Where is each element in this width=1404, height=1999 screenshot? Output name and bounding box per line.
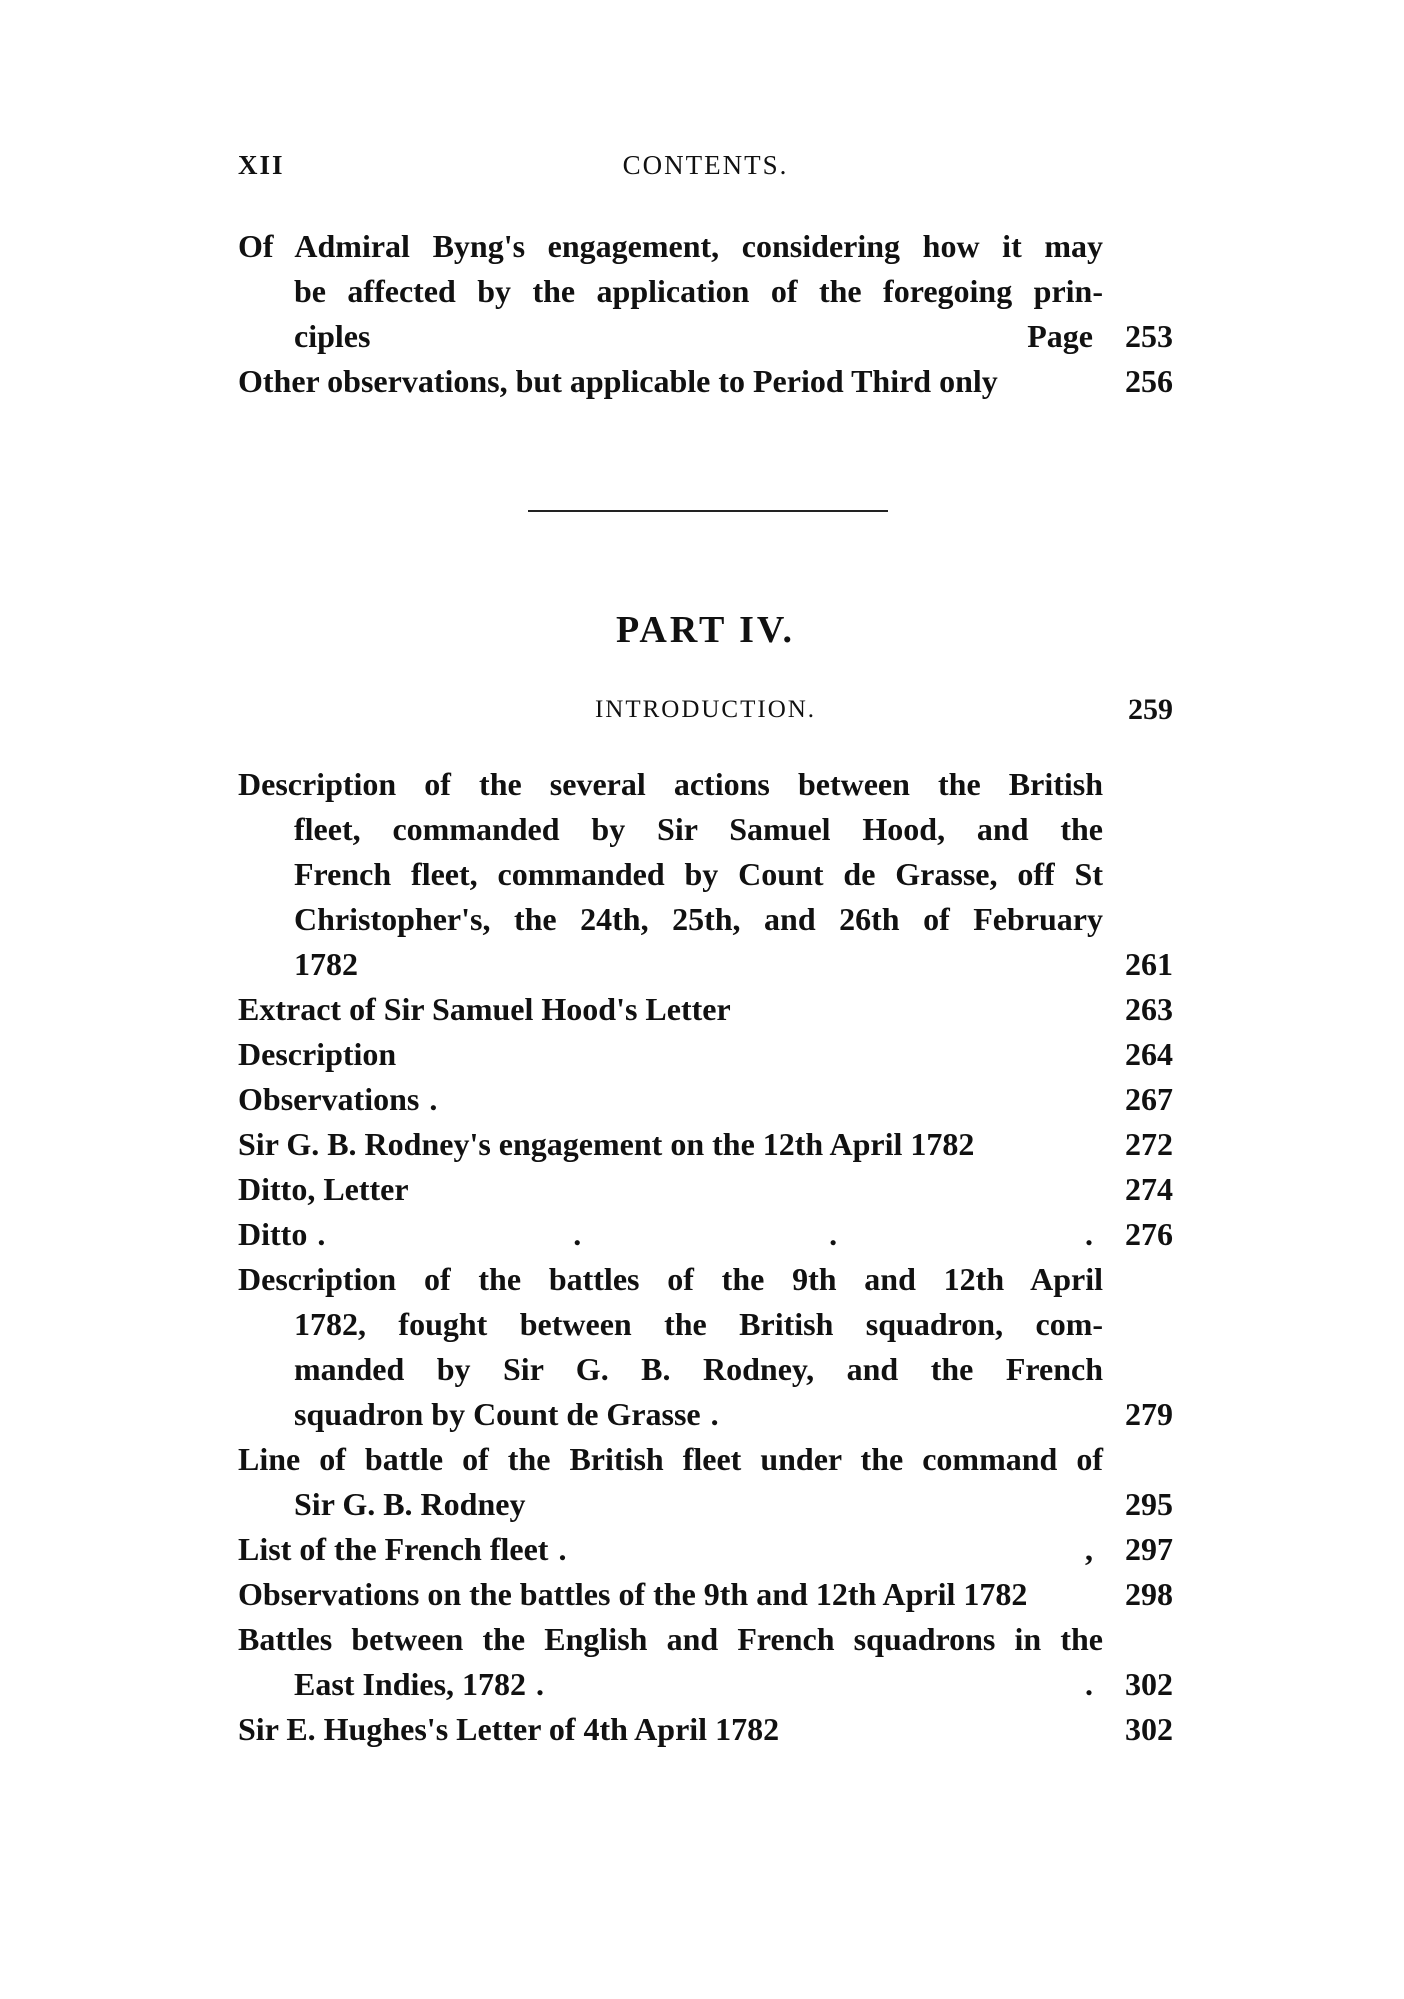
- toc-entry-line: [238, 224, 1173, 269]
- introduction-page: 259: [1128, 693, 1173, 726]
- toc-entry-line: [238, 1707, 1173, 1752]
- toc-entry: [238, 1167, 1173, 1212]
- page-number-ref: 279: [1125, 1396, 1173, 1432]
- page-number-ref: 295: [1125, 1486, 1173, 1522]
- toc-entry: [238, 359, 1173, 404]
- toc-entry-text: French fleet, commanded by Count de Grasse, off St: [294, 856, 1103, 892]
- page-number-ref: 263: [1125, 991, 1173, 1027]
- toc-entry-line: [238, 1662, 1173, 1707]
- page-number-ref: 256: [1125, 363, 1173, 399]
- toc-entry-line: [238, 807, 1173, 852]
- dot-leader: [526, 1662, 1103, 1707]
- dot-leader: [701, 1392, 1103, 1437]
- toc-entry-text: Extract of Sir Samuel Hood's Letter: [238, 991, 731, 1027]
- toc-entry-line: [238, 1077, 1173, 1122]
- toc-entry-text: Description: [238, 1036, 397, 1072]
- toc-entry: [238, 1617, 1173, 1707]
- toc-entry-text: ciples: [294, 318, 371, 354]
- page-number-ref: 276: [1125, 1216, 1173, 1252]
- toc-entry-line: [238, 762, 1173, 807]
- toc-entry-text: Ditto, Letter: [238, 1171, 409, 1207]
- page-number-ref: 272: [1125, 1126, 1173, 1162]
- contents-list-part-three: [238, 224, 1173, 404]
- toc-entry-line: [238, 1617, 1173, 1662]
- toc-entry-text: List of the French fleet: [238, 1531, 549, 1567]
- toc-entry-text: Sir E. Hughes's Letter of 4th April 1782: [238, 1711, 780, 1747]
- toc-entry: [238, 1077, 1173, 1122]
- toc-entry-line: [238, 1302, 1173, 1347]
- toc-entry-text: be affected by the application of the foregoing prin-: [294, 273, 1103, 309]
- toc-entry-line: [238, 897, 1173, 942]
- toc-entry-line: [238, 1212, 1173, 1257]
- page-number-ref: 297: [1125, 1531, 1173, 1567]
- toc-entry: [238, 1707, 1173, 1752]
- dot-leader: [548, 1527, 1103, 1572]
- toc-entry: [238, 224, 1173, 359]
- toc-entry-line: [238, 1257, 1173, 1302]
- toc-entry-line: [238, 1572, 1173, 1617]
- toc-entry: [238, 762, 1173, 987]
- toc-entry: [238, 987, 1173, 1032]
- toc-entry-text: Christopher's, the 24th, 25th, and 26th of February: [294, 901, 1103, 937]
- running-title: CONTENTS.: [622, 150, 789, 180]
- page-number: XII: [238, 150, 285, 180]
- toc-entry-text: Of Admiral Byng's engagement, considering how it may: [238, 228, 1103, 264]
- page-number-ref: 253: [1125, 318, 1173, 354]
- toc-entry-text: Sir G. B. Rodney's engagement on the 12th April 1782: [238, 1126, 975, 1162]
- toc-entry-text: Description of the battles of the 9th and 12th April: [238, 1261, 1103, 1297]
- toc-entry: [238, 1527, 1173, 1572]
- toc-entry-line: [238, 1122, 1173, 1167]
- toc-entry-line: [238, 1437, 1173, 1482]
- toc-entry-line: [238, 314, 1173, 359]
- toc-entry-text: Description of the several actions between the British: [238, 766, 1103, 802]
- toc-entry-line: [238, 1482, 1173, 1527]
- toc-entry-line: [238, 359, 1173, 404]
- page-number-ref: 264: [1125, 1036, 1173, 1072]
- toc-entry-line: [238, 987, 1173, 1032]
- toc-entry-text: 1782: [294, 946, 358, 982]
- toc-entry-line: [238, 1392, 1173, 1437]
- toc-entry-text: manded by Sir G. B. Rodney, and the French: [294, 1351, 1103, 1387]
- page-number-ref: 298: [1125, 1576, 1173, 1612]
- section-divider: [528, 510, 888, 512]
- toc-entry-line: [238, 1032, 1173, 1077]
- dot-leader: [307, 1212, 1103, 1257]
- toc-entry-text: 1782, fought between the British squadron, com-: [294, 1306, 1103, 1342]
- page-header: [238, 150, 1173, 190]
- toc-entry-text: Ditto: [238, 1216, 308, 1252]
- toc-entry: [238, 1212, 1173, 1257]
- dot-leader-text: .: [429, 1081, 438, 1117]
- toc-entry-text: Battles between the English and French squadrons in the: [238, 1621, 1103, 1657]
- toc-entry-line: [238, 1347, 1173, 1392]
- dot-leader-text: . ,: [558, 1531, 1093, 1567]
- toc-entry-text: Observations on the battles of the 9th and 12th April 1782: [238, 1576, 1028, 1612]
- toc-entry-text: Observations: [238, 1081, 420, 1117]
- toc-entry-text: Other observations, but applicable to Period Third only: [238, 363, 998, 399]
- dot-leader-text: . .: [536, 1666, 1093, 1702]
- page-number-ref: 267: [1125, 1081, 1173, 1117]
- toc-entry: [238, 1122, 1173, 1167]
- toc-entry-text: fleet, commanded by Sir Samuel Hood, and the: [294, 811, 1103, 847]
- toc-entry: [238, 1032, 1173, 1077]
- toc-entry-text: Sir G. B. Rodney: [294, 1486, 526, 1522]
- page-number-ref: 261: [1125, 946, 1173, 982]
- dot-leader: [419, 1077, 1103, 1122]
- contents-list-part-four: [238, 762, 1173, 1752]
- toc-entry-line: [238, 852, 1173, 897]
- dot-leader-text: .: [710, 1396, 719, 1432]
- dot-leader-text: . . . .: [317, 1216, 1093, 1252]
- toc-entry-line: [238, 942, 1173, 987]
- toc-entry-line: [238, 269, 1173, 314]
- toc-entry: [238, 1572, 1173, 1617]
- page-number-ref: 302: [1125, 1711, 1173, 1747]
- part-heading: PART IV.: [616, 609, 795, 651]
- toc-entry-line: [238, 1527, 1173, 1572]
- toc-entry-text: East Indies, 1782: [294, 1666, 527, 1702]
- toc-entry-text: Line of battle of the British fleet under the command of: [238, 1441, 1103, 1477]
- toc-entry-text: squadron by Count de Grasse: [294, 1396, 701, 1432]
- page-number-ref: 274: [1125, 1171, 1173, 1207]
- toc-entry: [238, 1257, 1173, 1437]
- toc-entry-line: [238, 1167, 1173, 1212]
- page-prefix: Page: [1027, 318, 1093, 354]
- page-number-ref: 302: [1125, 1666, 1173, 1702]
- introduction-label: INTRODUCTION.: [594, 696, 817, 723]
- toc-entry: [238, 1437, 1173, 1527]
